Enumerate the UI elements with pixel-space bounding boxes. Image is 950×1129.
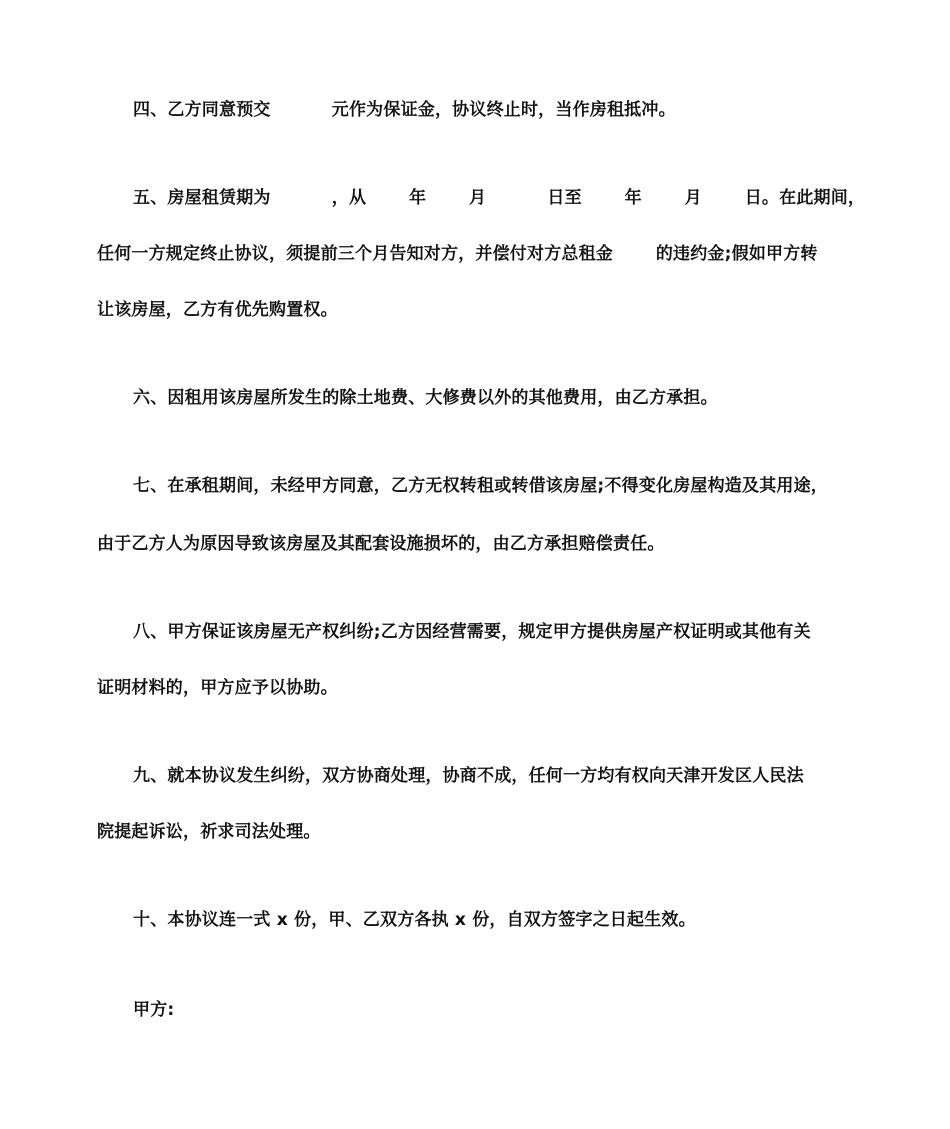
- clause-5-line-1: 五、房屋租赁期为 ，从 年 月 日至 年 月 日。在此期间，: [133, 188, 866, 208]
- clause-5-line-3: 让该房屋，乙方有优先购置权。: [97, 300, 338, 320]
- clause-9-line-2: 院提起诉讼，祈求司法处理。: [97, 822, 321, 842]
- clause-6-line-1: 六、因租用该房屋所发生的除土地费、大修费以外的其他费用，由乙方承担。: [133, 388, 718, 408]
- clause-9-line-1: 九、就本协议发生纠纷，双方协商处理，协商不成，任何一方均有权向天津开发区人民法: [133, 766, 804, 786]
- clause-5-line-2: 任何一方规定终止协议，须提前三个月告知对方，并偿付对方总租金 的违约金;假如甲方转: [97, 244, 818, 264]
- party-a-signature-label: 甲方:: [133, 1000, 175, 1020]
- clause-10-line-1: 十、本协议连一式 x 份，甲、乙双方各执 x 份，自双方签字之日起生效。: [133, 910, 696, 930]
- clause-8-line-2: 证明材料的，甲方应予以协助。: [97, 678, 338, 698]
- clause-4-line-1: 四、乙方同意预交 元作为保证金，协议终止时，当作房租抵冲。: [133, 100, 676, 120]
- clause-7-line-1: 七、在承租期间，未经甲方同意，乙方无权转租或转借该房屋;不得变化房屋构造及其用途，: [133, 476, 828, 496]
- clause-7-line-2: 由于乙方人为原因导致该房屋及其配套设施损坏的，由乙方承担赔偿责任。: [97, 534, 665, 554]
- clause-8-line-1: 八、甲方保证该房屋无产权纠纷;乙方因经营需要，规定甲方提供房屋产权证明或其他有关: [133, 622, 811, 642]
